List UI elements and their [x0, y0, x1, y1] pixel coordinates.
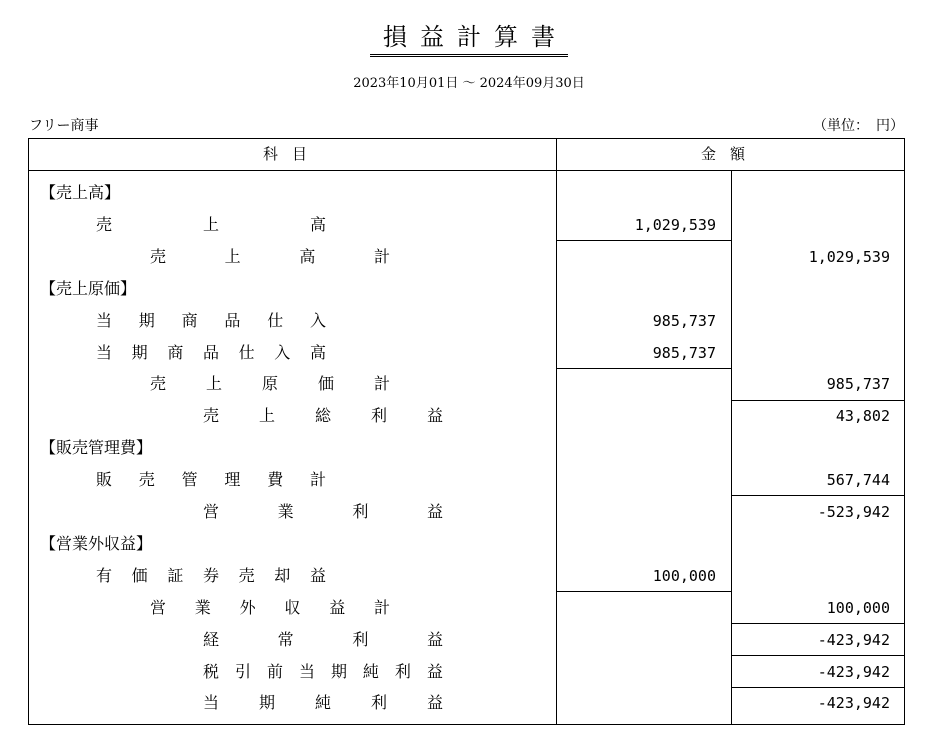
unit-label: （単位： 円）: [813, 118, 904, 134]
table-right-border: [904, 138, 905, 725]
section-header: 【営業外収益】: [40, 533, 153, 553]
line-item-label: 経 常 利 益: [203, 629, 443, 649]
line-item-label: 当 期 商 品 仕 入: [96, 310, 326, 330]
sub-amount: 985,737: [652, 311, 716, 330]
line-item-label: 当 期 純 利 益: [203, 693, 443, 713]
total-amount: -423,942: [817, 630, 890, 649]
report-title: 損益計算書: [0, 22, 938, 57]
header-amount: 金額: [700, 145, 759, 163]
line-item-label: 売 上 原 価 計: [150, 374, 390, 394]
total-amount: -423,942: [817, 694, 890, 713]
column-divider-amount: [731, 170, 732, 724]
sub-amount: 1,029,539: [634, 215, 716, 234]
line-item-label: 売 上 総 利 益: [203, 406, 443, 426]
header-bottom-border: [28, 170, 905, 171]
total-amount: 100,000: [826, 598, 890, 617]
company-name: フリー商事: [29, 118, 99, 134]
total-amount: -423,942: [817, 662, 890, 681]
section-header: 【売上高】: [40, 183, 121, 202]
line-item-label: 売 上 高: [96, 214, 326, 234]
line-item-label: 売 上 高 計: [150, 246, 390, 266]
line-item-label: 税 引 前 当 期 純 利 益: [203, 661, 443, 681]
table-left-border: [28, 138, 29, 725]
sub-amount: 985,737: [652, 343, 716, 362]
line-item-label: 販 売 管 理 費 計: [96, 470, 326, 490]
section-header: 【販売管理費】: [40, 438, 153, 458]
column-divider-item: [556, 138, 557, 725]
report-period: 2023年10月01日 ～ 2024年09月30日: [353, 76, 585, 91]
line-item-label: 当 期 商 品 仕 入 高: [96, 342, 326, 362]
table-bottom-border: [28, 724, 905, 725]
header-item: 科目: [262, 145, 321, 163]
section-header: 【売上原価】: [40, 278, 137, 298]
total-amount: 1,029,539: [808, 247, 890, 266]
line-item-label: 営 業 外 収 益 計: [150, 597, 390, 617]
total-amount: 985,737: [826, 375, 890, 394]
income-statement-table: [28, 138, 905, 725]
total-amount: 43,802: [835, 407, 890, 426]
line-item-label: 営 業 利 益: [203, 502, 443, 521]
total-amount: 567,744: [826, 471, 890, 490]
line-item-label: 有 価 証 券 売 却 益: [96, 565, 326, 585]
total-amount: -523,942: [817, 503, 890, 521]
sub-amount: 100,000: [652, 566, 716, 585]
